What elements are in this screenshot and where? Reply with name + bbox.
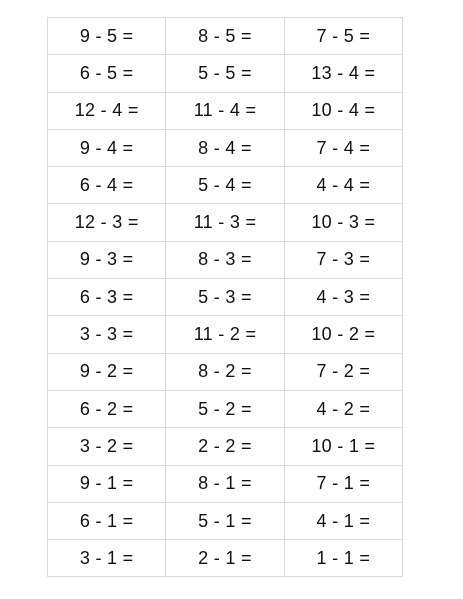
problem-cell: 6 - 4 = bbox=[48, 167, 166, 204]
table-row bbox=[48, 92, 403, 129]
problem-cell: 8 - 4 = bbox=[166, 129, 284, 166]
table-row bbox=[48, 540, 403, 577]
problem-cell: 10 - 1 = bbox=[284, 428, 402, 465]
subtraction-table-body bbox=[48, 18, 403, 577]
problem-cell: 3 - 3 = bbox=[48, 316, 166, 353]
problem-cell: 7 - 3 = bbox=[284, 241, 402, 278]
problem-cell: 7 - 4 = bbox=[284, 129, 402, 166]
problem-cell: 7 - 2 = bbox=[284, 353, 402, 390]
problem-cell: 4 - 1 = bbox=[284, 502, 402, 539]
problem-cell: 5 - 3 = bbox=[166, 279, 284, 316]
problem-cell: 3 - 2 = bbox=[48, 428, 166, 465]
problem-cell: 7 - 1 = bbox=[284, 465, 402, 502]
problem-cell: 11 - 2 = bbox=[166, 316, 284, 353]
problem-cell: 4 - 4 = bbox=[284, 167, 402, 204]
problem-cell: 11 - 4 = bbox=[166, 92, 284, 129]
table-row bbox=[48, 428, 403, 465]
table-row bbox=[48, 55, 403, 92]
table-row bbox=[48, 279, 403, 316]
problem-cell: 9 - 1 = bbox=[48, 465, 166, 502]
subtraction-table bbox=[47, 17, 403, 577]
problem-cell: 5 - 1 = bbox=[166, 502, 284, 539]
problem-cell: 10 - 2 = bbox=[284, 316, 402, 353]
problem-cell: 1 - 1 = bbox=[284, 540, 402, 577]
problem-cell: 8 - 1 = bbox=[166, 465, 284, 502]
problem-cell: 7 - 5 = bbox=[284, 18, 402, 55]
table-row bbox=[48, 129, 403, 166]
problem-cell: 6 - 1 = bbox=[48, 502, 166, 539]
problem-cell: 9 - 4 = bbox=[48, 129, 166, 166]
table-row bbox=[48, 502, 403, 539]
problem-cell: 6 - 5 = bbox=[48, 55, 166, 92]
problem-cell: 2 - 2 = bbox=[166, 428, 284, 465]
problem-cell: 4 - 2 = bbox=[284, 390, 402, 427]
table-row bbox=[48, 353, 403, 390]
problem-cell: 6 - 3 = bbox=[48, 279, 166, 316]
problem-cell: 10 - 3 = bbox=[284, 204, 402, 241]
table-row bbox=[48, 316, 403, 353]
problem-cell: 3 - 1 = bbox=[48, 540, 166, 577]
problem-cell: 6 - 2 = bbox=[48, 390, 166, 427]
problem-cell: 9 - 5 = bbox=[48, 18, 166, 55]
table-row bbox=[48, 390, 403, 427]
problem-cell: 8 - 5 = bbox=[166, 18, 284, 55]
table-row bbox=[48, 204, 403, 241]
problem-cell: 11 - 3 = bbox=[166, 204, 284, 241]
table-row bbox=[48, 241, 403, 278]
problem-cell: 10 - 4 = bbox=[284, 92, 402, 129]
problem-cell: 8 - 2 = bbox=[166, 353, 284, 390]
problem-cell: 8 - 3 = bbox=[166, 241, 284, 278]
problem-cell: 5 - 4 = bbox=[166, 167, 284, 204]
problem-cell: 12 - 4 = bbox=[48, 92, 166, 129]
problem-cell: 9 - 2 = bbox=[48, 353, 166, 390]
table-row bbox=[48, 18, 403, 55]
table-row bbox=[48, 465, 403, 502]
problem-cell: 13 - 4 = bbox=[284, 55, 402, 92]
problem-cell: 12 - 3 = bbox=[48, 204, 166, 241]
table-row bbox=[48, 167, 403, 204]
problem-cell: 5 - 5 = bbox=[166, 55, 284, 92]
problem-cell: 5 - 2 = bbox=[166, 390, 284, 427]
problem-cell: 9 - 3 = bbox=[48, 241, 166, 278]
problem-cell: 2 - 1 = bbox=[166, 540, 284, 577]
worksheet-page bbox=[47, 17, 403, 577]
problem-cell: 4 - 3 = bbox=[284, 279, 402, 316]
